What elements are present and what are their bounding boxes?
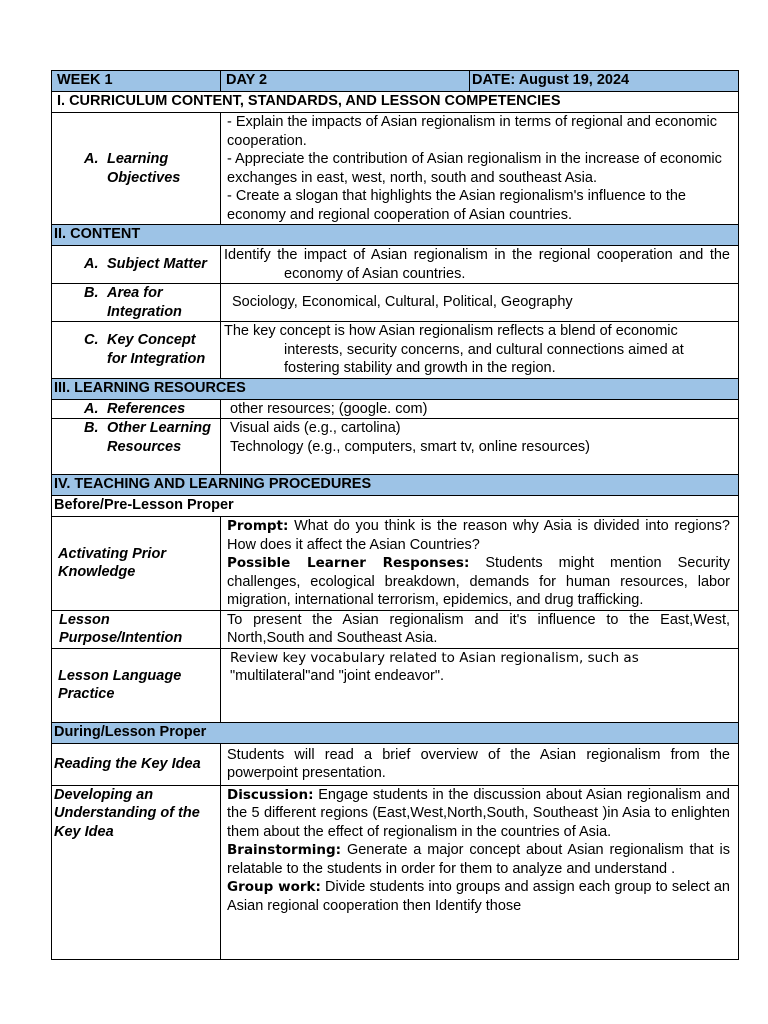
purpose-label: Lesson Purpose/Intention	[52, 610, 221, 648]
brainstorming-text: Generate a major concept about Asian regionalism that is relatable to the students in order for them to analyze and understand .	[227, 842, 730, 877]
section-2-title: II. CONTENT	[52, 225, 739, 246]
during-lesson-row	[52, 722, 739, 743]
reading-row	[52, 743, 739, 785]
developing-row	[52, 785, 739, 959]
objectives-label-cell	[52, 113, 221, 225]
references-label: References	[107, 400, 186, 417]
section-1-title: I. CURRICULUM CONTENT, STANDARDS, AND LESSON COMPETENCIES	[52, 92, 739, 113]
area-integration-letter: B.	[84, 285, 99, 301]
before-lesson-title: Before/Pre-Lesson Proper	[52, 496, 739, 517]
during-lesson-title: During/Lesson Proper	[52, 722, 739, 743]
section-3-row	[52, 378, 739, 399]
key-concept-label-cell	[52, 322, 221, 379]
objectives-letter: A.	[84, 151, 99, 167]
visual-aids: Visual aids (e.g., cartolina)	[230, 420, 401, 436]
objective-2: - Appreciate the contribution of Asian regionalism in the increase of economic exchanges in east, west, north, south and southeast Asia.	[227, 151, 722, 186]
objectives-cell	[221, 113, 739, 225]
key-concept-letter: C.	[84, 332, 99, 349]
discussion-key: Discussion:	[227, 786, 314, 803]
objective-3: - Create a slogan that highlights the Asian regionalism's influence to the economy and regional cooperation of Asian countries.	[227, 188, 686, 223]
activating-label: Activating Prior Knowledge	[52, 517, 221, 611]
group-work-text: Divide students into groups and assign each group to select an Asian regional cooperation then Identify those	[227, 879, 730, 914]
objective-1: - Explain the impacts of Asian regionalism in terms of regional and economic cooperation.	[227, 114, 718, 149]
purpose-row	[52, 610, 739, 648]
header-row	[52, 71, 739, 92]
technology: Technology (e.g., computers, smart tv, online resources)	[230, 438, 590, 455]
section-3-title: III. LEARNING RESOURCES	[52, 378, 739, 399]
other-resources-label-cell	[52, 419, 221, 475]
language-cell	[221, 648, 739, 722]
key-concept-label: Key Concept for Integration	[107, 332, 206, 367]
language-row	[52, 648, 739, 722]
other-resources-cell	[221, 419, 739, 475]
date-label: DATE: August 19, 2024	[470, 71, 739, 92]
subject-matter-label-cell	[52, 246, 221, 284]
subject-matter-value: Identify the impact of Asian regionalism in the regional cooperation and the economy of Asian countries.	[221, 246, 739, 284]
area-integration-label: Area for Integration	[107, 285, 182, 320]
objectives-row	[52, 113, 739, 225]
subject-matter-letter: A.	[84, 256, 99, 273]
prompt-text: What do you think is the reason why Asia is divided into regions? How does it affect the Asian Countries?	[227, 518, 730, 553]
references-value: other resources; (google. com)	[221, 399, 739, 419]
references-row	[52, 399, 739, 419]
references-letter: A.	[84, 400, 99, 417]
key-concept-row	[52, 322, 739, 379]
other-resources-letter: B.	[84, 420, 99, 436]
prompt-key: Prompt:	[227, 518, 289, 534]
other-resources-label: Other Learning Resources	[107, 420, 211, 455]
key-concept-value: The key concept is how Asian regionalism reflects a blend of economic interests, security concerns, and cultural connections aimed at fostering stability and growth in the region.	[221, 322, 739, 379]
brainstorming-key: Brainstorming:	[227, 842, 342, 858]
subject-matter-row	[52, 246, 739, 284]
day-label: DAY 2	[221, 71, 470, 92]
subject-matter-label: Subject Matter	[107, 256, 207, 273]
responses-text: Students might mention Security challenges, ecological breakdown, demands for human resources, labor migration, international terrorism, epidemics, and drug trafficking.	[227, 555, 730, 608]
reading-value: Students will read a brief overview of the Asian regionalism from the powerpoint presentation.	[221, 743, 739, 785]
group-work-key: Group work:	[227, 879, 321, 895]
other-resources-row	[52, 419, 739, 475]
week-label: WEEK 1	[52, 71, 221, 92]
objectives-label: Learning Objectives	[107, 151, 181, 186]
section-2-row	[52, 225, 739, 246]
responses-key: Possible Learner Responses:	[227, 555, 470, 571]
language-lead: Review key vocabulary related to Asian regionalism, such as	[230, 649, 639, 666]
activating-cell	[221, 517, 739, 611]
reading-label: Reading the Key Idea	[52, 743, 221, 785]
section-4-row	[52, 475, 739, 496]
area-integration-row	[52, 284, 739, 322]
developing-label: Developing an Understanding of the Key Idea	[52, 785, 221, 959]
language-label: Lesson Language Practice	[52, 648, 221, 722]
language-rest: "multilateral"and "joint endeavor".	[230, 668, 445, 684]
purpose-value: To present the Asian regionalism and it's influence to the East,West, North,South and Southeast Asia.	[221, 610, 739, 648]
lesson-plan-table	[51, 70, 739, 960]
activating-row	[52, 517, 739, 611]
area-integration-label-cell	[52, 284, 221, 322]
before-lesson-row	[52, 496, 739, 517]
lesson-plan-document	[51, 70, 738, 960]
section-4-title: IV. TEACHING AND LEARNING PROCEDURES	[52, 475, 739, 496]
section-1-row	[52, 92, 739, 113]
area-integration-value: Sociology, Economical, Cultural, Political, Geography	[221, 284, 739, 322]
developing-cell	[221, 785, 739, 959]
discussion-text: Engage students in the discussion about Asian regionalism and the 5 different regions (East,West,North,South, Southeast )in Asia to enlighten them about the effect of regionalism in the countries of Asia.	[227, 786, 730, 840]
references-label-cell	[52, 399, 221, 419]
